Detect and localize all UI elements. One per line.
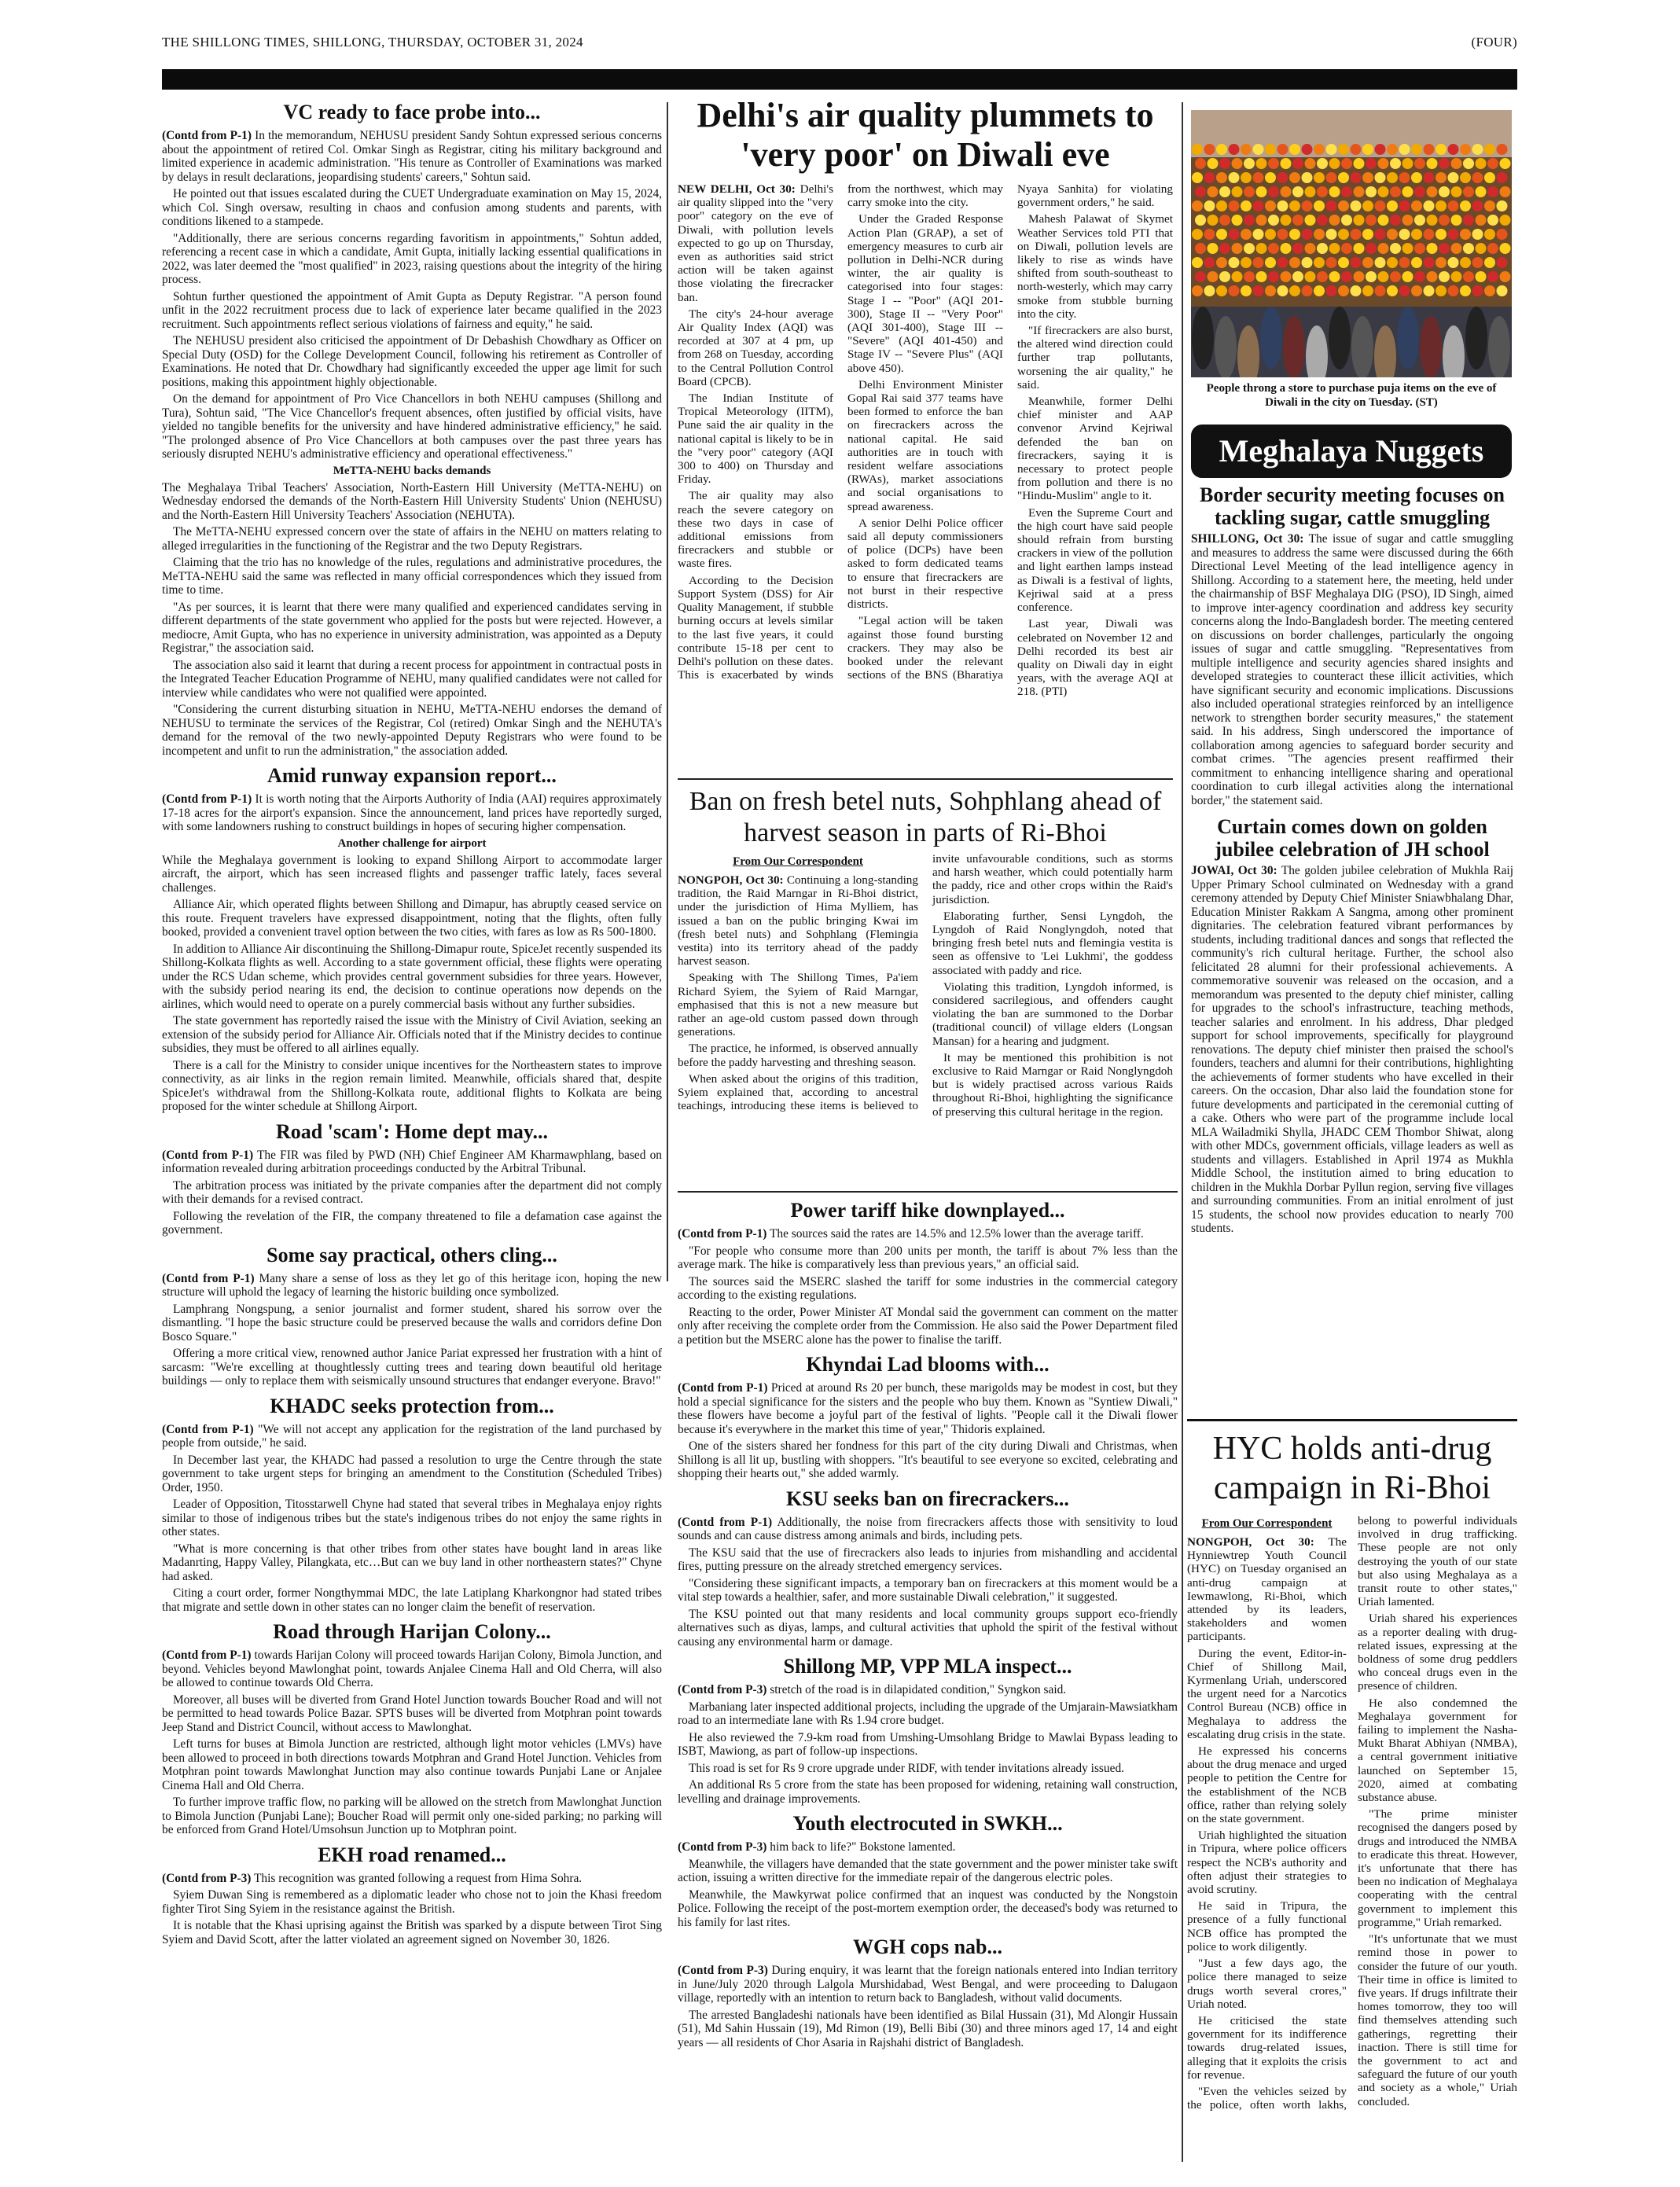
paragraph: The Meghalaya Tribal Teachers' Association, North-Eastern Hill University (MeTTA-NEHU) on Wednesday endorsed the demands of the North-Eastern Hill University Students' Union (NEHUSU) and the North-Eastern Hill University Teachers' Association (NEHUTA).	[162, 480, 662, 522]
article-title: Curtain comes down on golden jubilee celebration of JH school	[1215, 815, 1490, 861]
paragraph: Meanwhile, former Delhi chief minister and AAP convenor Arvind Kejriwal defended the ban on firecrackers, saying it is necessary to protect people from pollution and there is no "Hindu-Muslim" angle to it.	[1017, 395, 1173, 503]
paragraph: Even the Supreme Court and the high court have said people should refrain from bursting crackers in view of the pollution and light earthen lamps instead as Diwali is a festival of lights, Kejriwal said at a press conference.	[1017, 505, 1173, 615]
paragraph: "It's unfortunate that we must remind those in power to consider the future of our youth. Their time in office is limited to five years. If drugs infiltrate their homes tomorrow, they too will find themselves attending such gatherings, regretting their inaction. There is still time for the government to act and safeguard the future of our youth and society as a whole," Uriah concluded.	[1358, 1932, 1517, 2108]
paragraph: Alliance Air, which operated flights between Shillong and Dimapur, has abruptly ceased service on this route. Frequent travelers have expressed disappointment, noting that the flights, often fully booked, provided a convenient travel option between the two cities, with fares as low as Rs 500-1800.	[162, 898, 662, 939]
paragraph: Offering a more critical view, renowned author Janice Pariat expressed her frustration with a hint of sarcasm: "We're excelling at thoughtlessly cutting trees and tearing down beautiful old heritage buildings — only to replace them with seismically unsound structures that endanger everyone. Bravo!"	[162, 1347, 662, 1388]
article-body	[162, 129, 662, 461]
paragraph: (Contd from P-1) Priced at around Rs 20 per bunch, these marigolds may be modest in cost, but they hold a special significance for the sisters and the people who buy them. Known as "Syntiew Diwali," these flowers have become a joyful part of the festival of lights. "People call it the Diwali flower because it's everywhere in the market this time of year," Thidoris explained.	[678, 1381, 1178, 1436]
paragraph: (Contd from P-3) him back to life?" Bokstone lamented.	[678, 1840, 956, 1854]
article-body	[162, 792, 662, 834]
article-title: Border security meeting focuses on tackling sugar, cattle smuggling	[1199, 483, 1505, 529]
paragraph: (Contd from P-1) towards Harijan Colony will proceed towards Harijan Colony, Bimola Junction, and beyond. Vehicles beyond Mawlonghat point, towards Anjalee Cinema Hall and Old Cherra, will also be allowed to continue towards Old Cherra.	[162, 1649, 662, 1689]
paragraph: Claiming that the trio has no knowledge of the rules, regulations and administrative procedures, the MeTTA-NEHU said the same was reflected in many official correspondences which they issued from time to time.	[162, 556, 662, 597]
paragraph: In addition to Alliance Air discontinuing the Shillong-Dimapur route, SpiceJet recently suspended its Shillong-Kolkata flights as well. According to a state government official, these flights were operating under the RCS Udan scheme, which provides central government subsidies for three years. However, with the subsidy period nearing its end, the decision to continue operations now depends on the airlines, which would need to operate on a purely commercial basis without any further subsidies.	[162, 942, 662, 1011]
paragraph: "Considering these significant impacts, a temporary ban on firecrackers at this moment would be a vital step towards a healthier, safer, and more sustainable Diwali celebration," it suggested.	[678, 1576, 1178, 1604]
article-title: WGH cops nab...	[853, 1935, 1002, 1958]
paragraph: Marbaniang later inspected additional projects, including the upgrade of the Umjarain-Mawsiatkham road to an intermediate lane with Rs 1.94 crore budget.	[678, 1700, 1178, 1727]
paragraph: Left turns for buses at Bimola Junction are restricted, although light motor vehicles (LMVs) have been allowed to proceed in both directions towards Motphran and Grand Hotel Junction. Vehicles from Motphran point towards Mawlonghat Junction may also continue towards Punjabi Lane or Anjalee Cinema Hall and Old Cherra.	[162, 1737, 662, 1792]
marigold-garlands-image	[1191, 110, 1512, 377]
paragraph: On the demand for appointment of Pro Vice Chancellors in both NEHU campuses (Shillong and Tura), Sohtun said, "The Vice Chancellor's frequent absences, often justified by official visits, have yielded no tangible benefits for the university and have hindered administrative efficiency," he said. "The prolonged absence of Pro Vice Chancellors at both campuses over the past three years has seriously disrupted NEHU's administrative efficiency and operational effectiveness."	[162, 392, 662, 461]
byline: From Our Correspondent	[733, 855, 863, 868]
paragraph: "Even the vehicles seized by the police, often worth lakhs, belong to powerful individuals involved in drug trafficking. These people are not only destroying the youth of our state but also using Meghalaya as a transit route to other states," Uriah lamented.	[1187, 1514, 1517, 2112]
paragraph: SHILLONG, Oct 30: The issue of sugar and cattle smuggling and measures to address the same were discussed during the 66th Directional Level Meeting of the lead intelligence agency in Shillong. According to a statement here, the meeting, held under the chairmanship of BSF Meghalaya DIG (PSO), ID Singh, aimed to improve inter-agency coordination and address key security concerns along the Indo-Bangladesh border. The meeting centered on discussions on border challenges, particularly the ongoing issues of sugar and cattle smuggling. "Representatives from multiple intelligence and security agencies shared insights and developed strategies to counteract these illicit activities, which have significant security and economic implications. Discussions also included operational strategies reinforced by an intelligence network to strengthen border security measures," the statement said. In his address, Singh underscored the importance of collaboration among agencies to safeguard border security and combat crimes. "The agencies present reaffirmed their commitment to enhancing intelligence sharing and operational coordination to curb illegal activities along the international border," the statement said.	[1191, 532, 1513, 807]
article-body	[678, 1964, 1178, 2049]
paragraph: To further improve traffic flow, no parking will be allowed on the stretch from Mawlonghat Junction to Bimola Junction (Punjabi Lane); Boucher Road will permit only one-sided parking; no parking will be enforced from Grand Hotel/Umsohsun Junction up to Motphran point.	[162, 1796, 662, 1836]
article-power	[678, 1199, 1178, 1347]
paragraph: It is notable that the Khasi uprising against the British was sparked by a dispute between Tirot Sing Syiem and David Scott, after the latter violated an agreement signed on November 30, 1826.	[162, 1919, 662, 1946]
paragraph: The air quality may also reach the severe category on these two days in case of additional emissions from firecrackers and stubble or waste fires.	[678, 489, 833, 571]
paragraph: "Considering the current disturbing situation in NEHU, MeTTA-NEHU endorses the demand of NEHUSU to terminate the services of the Registrar, Col (retired) Omkar Singh and the NEHUTA's demand for the removal of the two newly-appointed Deputy Registrars who were found to be incompetent and unfit to run the administration," the association added.	[162, 703, 662, 758]
article-body	[678, 1381, 1178, 1481]
paragraph: NONGPOH, Oct 30: The Hynniewtrep Youth Council (HYC) on Tuesday organised an anti-drug campaign at Iewmawlong, Ri-Bhoi, which attended by its leaders, stakeholders and women participants.	[1187, 1535, 1347, 1644]
article-title: Power tariff hike downplayed...	[790, 1199, 1065, 1222]
photo-caption: People throng a store to purchase puja items on the eve of Diwali in the city on Tuesday. (ST)	[1206, 382, 1497, 409]
article-body	[162, 481, 662, 759]
article-hyc	[1187, 1419, 1517, 2152]
paragraph: Delhi Environment Minister Gopal Rai said 377 teams have been formed to enforce the ban on firecrackers across the national capital. He said authorities are in touch with resident welfare associations (RWAs), market associations and social organisations to spread awareness.	[847, 377, 1003, 513]
byline: From Our Correspondent	[1201, 1517, 1333, 1530]
article-title: Amid runway expansion report...	[267, 764, 557, 787]
column-divider	[667, 102, 668, 1281]
paragraph: He criticised the state government for its indifference towards drug-related issues, alleging that it exploits the crisis for revenue.	[1187, 2013, 1347, 2082]
article-body	[1191, 532, 1513, 807]
paragraph: Sohtun further questioned the appointment of Amit Gupta as Deputy Registrar. "A person found unfit in the 2022 recruitment process due to lack of experience later became qualified in the 2023 recruitment. Such appointments reflect serious violations of fairness and equity," he said.	[162, 289, 662, 331]
paragraph: He expressed his concerns about the drug menace and urged people to petition the Centre for the establishment of the NCB office, rather than relying solely on the state government.	[1187, 1744, 1347, 1826]
article-title: Ban on fresh betel nuts, Sohphlang ahead of harvest season in parts of Ri-Bhoi	[689, 787, 1162, 847]
paragraph: Lamphrang Nongspung, a senior journalist and former student, shared his sorrow over the dismantling. "I hope the basic structure could be preserved because the walls and corridors define Don Bosco Square."	[162, 1302, 662, 1343]
paragraph: "Additionally, there are serious concerns regarding favoritism in appointments," Sohtun added, referencing a recent case in which a candidate, Amit Gupta, initially lacking essential qualifications in 2022, was later deemed the "most qualified" in 2023, raising questions about the integrity of the hiring process.	[162, 231, 662, 286]
article-amid	[162, 764, 662, 1114]
article-body	[162, 1872, 662, 1947]
paragraph: Syiem Duwan Sing is remembered as a diplomatic leader who chose not to join the Khasi freedom fighter Tirot Sing Syiem in the resistance against the British.	[162, 1888, 662, 1916]
paragraph: Speaking with The Shillong Times, Pa'iem Richard Syiem, the Syiem of Raid Marngar, emphasised that this is not a new measure but rather an age-old custom passed down through generations.	[678, 971, 918, 1039]
article-title: Delhi's air quality plummets to 'very poor' on Diwali eve	[697, 96, 1154, 174]
article-harijan	[162, 1620, 662, 1837]
article-delhi	[678, 96, 1173, 764]
article-body	[1187, 1514, 1517, 2159]
paragraph: According to the Decision Support System (DSS) for Air Quality Management, if stubble burning occurs at levels similar to the last five years, it could contribute 15-18 per cent to Delhi's pollution on these dates. This is exacerbated by winds from the northwest, which may carry smoke into the city.	[678, 182, 1003, 682]
paragraph: "Legal action will be taken against those found bursting crackers. They may also be booked under the relevant sections of the BNS (Bharatiya Nyaya Sanhita) for violating government orders," he said.	[847, 182, 1173, 682]
subheading: Another challenge for airport	[337, 836, 487, 850]
article-vc	[162, 101, 662, 758]
paragraph: The NEHUSU president also criticised the appointment of Dr Debashish Chowdhary as Officer on Special Duty (OSD) for the College Development Council, following his retirement as Controller of Examinations. He noted that Dr. Chowdhary had significantly exceeded the upper age limit for such positions, making this appointment highly objectionable.	[162, 334, 662, 389]
article-khadc	[162, 1395, 662, 1615]
article-body	[678, 1840, 1178, 1929]
paragraph: Violating this tradition, Lyngdoh informed, is considered sacrilegious, and offenders caught violating the ban are summoned to the Dorbar (traditional council) of village elders (Longsan Mansan) for a hearing and judgment.	[932, 980, 1173, 1048]
article-road	[162, 1120, 662, 1237]
paragraph: (Contd from P-1) The FIR was filed by PWD (NH) Chief Engineer AM Kharmawphlang, based on information revealed during arbitration proceedings conducted by the Arbitral Tribunal.	[162, 1148, 662, 1175]
subheading: MeTTA-NEHU backs demands	[333, 464, 491, 477]
article-body	[162, 854, 662, 1114]
paragraph: A senior Delhi Police officer said all deputy commissioners of police (DCPs) have been asked to form dedicated teams to ensure that firecrackers are not burst in their respective districts.	[847, 516, 1003, 612]
paragraph: Reacting to the order, Power Minister AT Mondal said the government can comment on the matter only after receiving the complete order from the Commission. He also said the Power Department filed a petition but the MSERC alone has the power to finalise the tariff.	[678, 1305, 1178, 1347]
paragraph: The KSU pointed out that many residents and local community groups support eco-friendly alternatives such as diyas, lamps, and cultural activities that uphold the spirit of the festival without causing any environmental harm or damage.	[678, 1607, 1178, 1649]
article-body	[678, 1683, 1178, 1806]
paragraph: The association also said it learnt that during a recent process for appointment in contractual posts in the Integrated Teacher Education Programme of NEHU, many qualified candidates were not called for interview while candidates who were not qualified were appointed.	[162, 658, 662, 700]
article-body	[678, 852, 1173, 1190]
article-title: VC ready to face probe into...	[283, 101, 541, 123]
article-title: Shillong MP, VPP MLA inspect...	[783, 1655, 1072, 1678]
article-khyndai	[678, 1353, 1178, 1481]
paragraph: NONGPOH, Oct 30: Continuing a long-standing tradition, the Raid Marngar in Ri-Bhoi district, under the jurisdiction of Hima Mylliem, has issued a ban on the public bringing Kwai im (fresh betel nuts) and Sohphlang (Flemingia vestita) into its territory ahead of the paddy harvest season.	[678, 873, 918, 969]
paragraph: Uriah shared his experiences as a reporter dealing with drug-related issues, expressing at the boldness of some drug peddlers who conceal drugs even in the presence of children.	[1358, 1612, 1517, 1693]
paragraph: Meanwhile, the Mawkyrwat police confirmed that an inquest was conducted by the Nongstoin Police. Following the receipt of the post-mortem exemption order, the deceased's body was returned to his family for last rites.	[678, 1887, 1178, 1929]
article-body	[162, 1423, 662, 1615]
page-header	[162, 30, 1517, 53]
paragraph: NEW DELHI, Oct 30: Delhi's air quality slipped into the "very poor" category on the eve of Diwali, with pollution levels expected to go up on Thursday, even as authorities said strict action will be taken against those violating the firecracker ban.	[678, 182, 833, 304]
paragraph: The arrested Bangladeshi nationals have been identified as Bilal Hussain (31), Md Alongir Hussain (51), Md Sahin Hussain (19), Md Rimon (19), Belli Bibi (30) and three minors aged 17, 14 and eight years — all residents of Chor Asaria in Rajshahi district of Bangladesh.	[678, 2008, 1178, 2049]
paragraph: (Contd from P-1) Additionally, the noise from firecrackers affects those with sensitivity to loud sounds and can cause distress among animals and birds, including pets.	[678, 1515, 1178, 1542]
paragraph: When asked about the origins of this tradition, Syiem explained that, according to ancestral teachings, introducing these items is believed to invite unfavourable conditions, such as storms and harsh weather, which could potentially harm the paddy, rice and other crops within the Raid's jurisdiction.	[678, 852, 1173, 1113]
article-title: Youth electrocuted in SWKH...	[792, 1812, 1063, 1835]
article-body	[1191, 864, 1513, 1236]
column-divider	[1182, 102, 1183, 2162]
left-column	[162, 94, 662, 2170]
paragraph: Last year, Diwali was celebrated on November 12 and Delhi recorded its best air quality on Diwali day in eight years, with the average AQI at 218. (PTI)	[1017, 617, 1173, 699]
article-some	[162, 1244, 662, 1388]
article-title: KSU seeks ban on firecrackers...	[786, 1487, 1069, 1510]
paragraph: Leader of Opposition, Titosstarwell Chyne had stated that several tribes in Meghalaya enjoy rights similar to those of indigenous tribes but the state's indigenous tribes do not enjoy the same rights in other states.	[162, 1498, 662, 1538]
puja-market-photo	[1191, 110, 1512, 377]
paragraph: During the event, Editor-in-Chief of Shillong Mail, Kyrmenlang Uriah, underscored the urgent need for a Narcotics Control Bureau (NCB) office in Meghalaya to address the escalating drug crisis in the state.	[1187, 1646, 1347, 1741]
article-mp	[678, 1655, 1178, 1806]
page-number: (FOUR)	[1471, 35, 1517, 50]
paragraph: (Contd from P-1) Many share a sense of loss as they let go of this heritage icon, hoping the new structure will uphold the legacy of learning the historic building once symbolized.	[162, 1271, 662, 1299]
paragraph: (Contd from P-3) This recognition was granted following a request from Hima Sohra.	[162, 1871, 583, 1885]
article-body	[162, 1149, 662, 1237]
paragraph: (Contd from P-1) In the memorandum, NEHUSU president Sandy Sohtun expressed serious concerns about the appointment of retired Col. Omkar Singh as Registrar, citing his military background and limited experience in academic administration. "His tenure as Controller of Examinations was marked by delays in result declarations, jeopardising students' careers," Sohtun said.	[162, 129, 662, 184]
article-title: HYC holds anti-drug campaign in Ri-Bhoi	[1212, 1431, 1492, 1506]
paragraph: "The prime minister recognised the dangers posed by drugs and introduced the NMBA to eradicate this threat. However, it's unfortunate that there has been no indication of Meghalaya cooperating with the central government to implement this programme," Uriah remarked.	[1358, 1807, 1517, 1929]
article-title: EKH road renamed...	[318, 1843, 506, 1866]
paragraph: "As per sources, it is learnt that there were many qualified and experienced candidates serving in different departments of the state government who applied for the posts but were rejected. However, a mediocre, Amit Gupta, who has no experience in university administration, was appointed as a Deputy Registrar," the association said.	[162, 600, 662, 655]
paragraph: He also condemned the Meghalaya government for failing to implement the Nasha-Mukt Bharat Abhiyan (NMBA), a central government initiative launched on September 15, 2020, aimed at combating substance abuse.	[1358, 1696, 1517, 1805]
paragraph: The practice, he informed, is observed annually before the paddy harvesting and threshing season.	[678, 1042, 918, 1069]
article-title: Khyndai Lad blooms with...	[806, 1353, 1050, 1376]
paragraph: Moreover, all buses will be diverted from Grand Hotel Junction towards Boucher Road and will not be permitted to head towards Police Bazar. SPTS buses will be diverted from Motphran point towards Jeep Stand and District Council, without access to Mawlonghat.	[162, 1693, 662, 1734]
article-body	[162, 1272, 662, 1388]
paragraph: Elaborating further, Sensi Lyngdoh, the Lyngdoh of Raid Nonglyngdoh, noted that bringing fresh betel nuts and flemingia vestita is seen as offensive to 'Lei Lukhmi', the goddess associated with paddy and rice.	[932, 909, 1173, 977]
paragraph: The state government has reportedly raised the issue with the Ministry of Civil Aviation, seeking an extension of the subsidy period for Alliance Air. Officials noted that if the Ministry decides to continue subsidies, they must be offered to all airlines equally.	[162, 1014, 662, 1055]
article-paragraphs	[1187, 1514, 1517, 2112]
paragraph: The sources said the MSERC slashed the tariff for some industries in the commercial category according to the existing regulations.	[678, 1274, 1178, 1302]
paragraph: The MeTTA-NEHU expressed concern over the state of affairs in the NEHU on matters relating to alleged irregularities in the functioning of the Registrar and the two Deputy Registrars.	[162, 525, 662, 553]
paragraph: This road is set for Rs 9 crore upgrade under RIDF, with tender invitations already issued.	[689, 1761, 1124, 1775]
paragraph: In December last year, the KHADC had passed a resolution to urge the Centre through the state government to take urgent steps for bringing an amendment to the Constitution (Scheduled Tribes) Order, 1950.	[162, 1453, 662, 1494]
paragraph: "If firecrackers are also burst, the altered wind direction could further trap pollutants, worsening the air quality," he said.	[1017, 324, 1173, 391]
paragraph: The city's 24-hour average Air Quality Index (AQI) was recorded at 307 at 4 pm, up from 268 on Tuesday, according to the Central Pollution Control Board (CPCB).	[678, 307, 833, 388]
header-bar	[162, 69, 1517, 90]
article-ksu	[678, 1487, 1178, 1649]
paragraph: There is a call for the Ministry to consider unique incentives for the Northeastern states to improve connectivity, as air links in the region remain limited. Meanwhile, officials shared that, despite SpiceJet's withdrawal from the Shillong-Kolkata route, additional flights to Kolkata are being proposed for the winter schedule at Shillong Airport.	[162, 1058, 662, 1113]
paragraph: JOWAI, Oct 30: The golden jubilee celebration of Mukhla Raij Upper Primary School culminated on Wednesday with a grand ceremony attended by Deputy Chief Minister Sniawbhalang Dhar, Education Minister Rakkam A Sangma, among other prominent dignitaries. The celebration featured vibrant performances by students, including traditional dances and songs that reflected the community's rich cultural heritage. Further, the school also felicitated 28 alumni for their professional achievements. A commemorative souvenir was released on the occasion, and a memorandum was presented to the deputy chief minister, calling for upgrades to the school's infrastructure, teaching methods, teacher salaries and enrolment. In his address, Dhar pledged support for school improvements, specifically for playground renovations. The deputy chief minister then praised the school's founders, teachers and alumni for their contributions, highlighting the achievements of former students who have excelled in their careers. On the occasion, Dhar also laid the foundation stone for future developments and participated in the ceremonial cutting of a cake. Others who were part of the programme include local MLA Wailadmiki Shylla, JHADC CEM Thombor Shiwat, along with other MDCs, government officials, village leaders as well as students and villagers. Established in April 1974 as Mukhla Middle School, the institution aimed to bring education to children in the Mukhla Dorbar Pyllun region, serving five villages and surrounding communities. From an initial enrolment of just 15 students, the school now provides education to nearly 700 students.	[1191, 864, 1513, 1235]
paragraph: The Indian Institute of Tropical Meteorology (IITM), Pune said the air quality in the national capital is likely to be in the "very poor" category (AQI 300 to 400) on Thursday and Friday.	[678, 391, 833, 487]
paragraph: It may be mentioned this prohibition is not exclusive to Raid Marngar or Raid Nonglyngdoh but is widely practised across various Raids throughout Ri-Bhoi, highlighting the significance of preserving this cultural heritage in the region.	[932, 1050, 1173, 1119]
paragraph: (Contd from P-1) The sources said the rates are 14.5% and 12.5% lower than the average tariff.	[678, 1227, 1144, 1241]
paragraph: Uriah highlighted the situation in Tripura, where police officers respect the NCB's authority and often adjust their strategies to avoid scrutiny.	[1187, 1829, 1347, 1897]
paragraph: One of the sisters shared her fondness for this part of the city during Diwali and Christmas, when Shillong is all lit up, bustling with shoppers. "It's beautiful to see everyone so excited, celebrating and shopping their hearts out," she added warmly.	[678, 1439, 1178, 1480]
article-title: Road 'scam': Home dept may...	[276, 1119, 548, 1143]
article-ekh	[162, 1843, 662, 1947]
middle-lower-column	[678, 1191, 1178, 2171]
article-body	[678, 1227, 1178, 1347]
paragraph: Meanwhile, the villagers have demanded that the state government and the power minister take swift action, issuing a written directive for the immediate repair of the dangerous electric poles.	[678, 1857, 1178, 1884]
article-youth	[678, 1812, 1178, 1929]
article-body	[678, 1516, 1178, 1649]
paragraph: He pointed out that issues escalated during the CUET Undergraduate examination on May 15, 2024, which Col. Singh oversaw, resulting in chaos and confusion among students and parents, with conditions likened to a stampede.	[162, 187, 662, 228]
paragraph: An additional Rs 5 crore from the state has been proposed for widening, retaining wall construction, levelling and drainage improvements.	[678, 1778, 1178, 1806]
article-betel	[678, 778, 1173, 1195]
article-body	[162, 1649, 662, 1837]
paragraph: Under the Graded Response Action Plan (GRAP), a set of emergency measures to curb air pollution in Delhi-NCR during winter, the air quality is categorised into four stages: Stage I -- "Poor" (AQI 201-300), Stage II -- "Very Poor" (AQI 301-400), Stage III -- "Severe" (AQI 401-450) and Stage IV -- "Severe Plus" (AQI above 450).	[847, 212, 1003, 375]
paragraph: While the Meghalaya government is looking to expand Shillong Airport to accommodate larger aircraft, the airport, which has seen increased flights and passenger traffic lately, faces several challenges.	[162, 853, 662, 895]
paragraph: (Contd from P-3) During enquiry, it was learnt that the foreign nationals entered into Indian territory in June/July 2020 through Lalgola Murshidabad, West Bengal, and were proceeding to Dalugaon village, reportedly with an intention to return back to Bangladesh, without valid documents.	[678, 1964, 1178, 2005]
paragraph: The KSU said that the use of firecrackers also leads to injuries from mishandling and accidental fires, putting pressure on the already stretched emergency services.	[678, 1546, 1178, 1573]
paragraph: "For people who consume more than 200 units per month, the tariff is about 7% less than the average mark. The hike is comparatively less than previous years," an official said.	[678, 1244, 1178, 1271]
article-title: Road through Harijan Colony...	[273, 1620, 551, 1643]
article-title: KHADC seeks protection from...	[270, 1394, 554, 1417]
article-wgh	[678, 1935, 1178, 2049]
paragraph: "What is more concerning is that other tribes from other states have bought land in areas like Madanrting, Happy Valley, Pilangkata, etc…But can we buy land in other northeastern states?" Chyne had asked.	[162, 1542, 662, 1583]
paragraph: Mahesh Palawat of Skymet Weather Services told PTI that on Diwali, pollution levels are likely to rise as winds have shifted from south-southeast to north-westerly, which may carry smoke from stubble burning into the city.	[1017, 212, 1173, 321]
article-body	[678, 182, 1173, 764]
nuggets-column	[1191, 483, 1513, 1411]
paragraph: (Contd from P-1) "We will not accept any application for the registration of the land purchased by people from outside," he said.	[162, 1422, 662, 1450]
paragraph: The arbitration process was initiated by the private companies after the department did not comply with their demands for a revised contract.	[162, 1178, 662, 1206]
paragraph: (Contd from P-1) It is worth noting that the Airports Authority of India (AAI) requires approximately 17-18 acres for the airport's expansion. Since the announcement, land prices have reportedly surged, with some landowners rushing to construct buildings in hopes of securing higher compensation.	[162, 792, 662, 833]
paragraph: He also reviewed the 7.9-km road from Umshing-Umsohlang Bridge to Mawlai Bypass leading to ISBT, Mawiong, as part of follow-up inspections.	[678, 1730, 1178, 1758]
article-title: Some say practical, others cling...	[267, 1243, 557, 1266]
article-paragraphs	[678, 852, 1173, 1119]
masthead-dateline: THE SHILLONG TIMES, SHILLONG, THURSDAY, OCTOBER 31, 2024	[162, 35, 583, 50]
paragraph: (Contd from P-3) stretch of the road is in dilapidated condition," Syngkon said.	[678, 1683, 1067, 1696]
section-banner: Meghalaya Nuggets	[1191, 425, 1512, 478]
paragraph: He said in Tripura, the presence of a fully functional NCB office has prompted the police to work diligently.	[1187, 1899, 1347, 1954]
paragraph: Following the revelation of the FIR, the company threatened to file a defamation case against the government.	[162, 1209, 662, 1237]
paragraph: "Just a few days ago, the police there managed to seize drugs worth several crores," Uriah noted.	[1187, 1957, 1347, 2011]
paragraph: Citing a court order, former Nongthymmai MDC, the late Latiplang Kharkongnor had stated tribes that migrate and settle down in other states can no longer claim the benefit of reservation.	[162, 1586, 662, 1614]
